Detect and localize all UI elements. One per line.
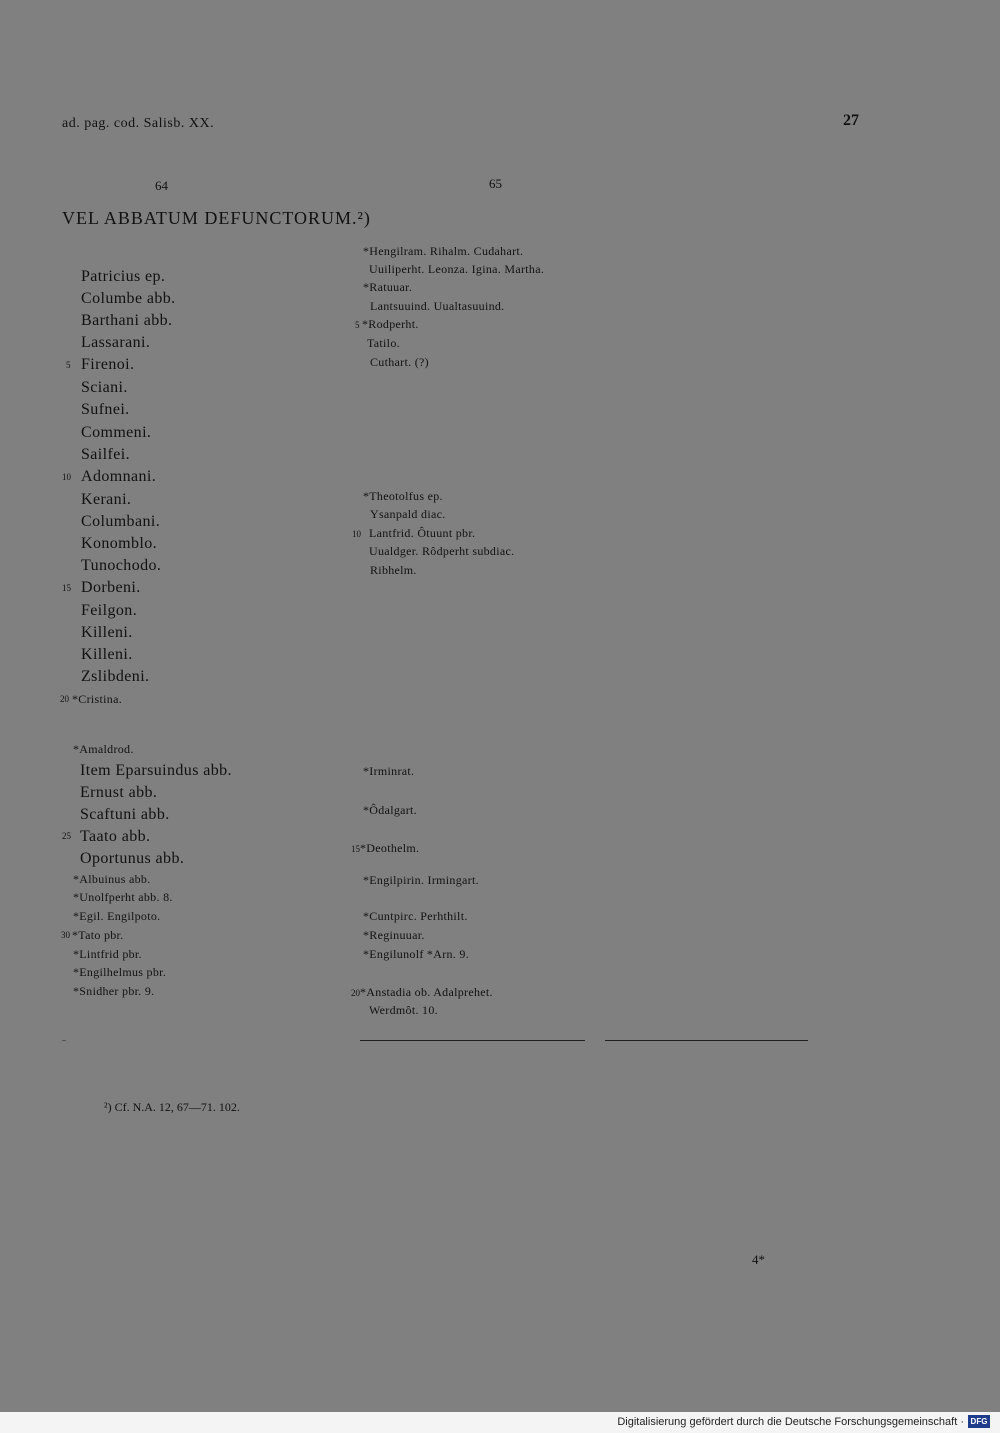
footer-bar bbox=[0, 1412, 1000, 1433]
line-number: 5 bbox=[66, 360, 71, 370]
entry-left: *Snidher pbr. 9. bbox=[73, 984, 155, 998]
line-number: 20 bbox=[60, 694, 69, 704]
line-number: 25 bbox=[62, 831, 71, 841]
entry-left: Zslibdeni. bbox=[81, 668, 150, 685]
entry-left: Taato abb. bbox=[80, 828, 151, 845]
entry-left: *Albuinus abb. bbox=[73, 872, 151, 886]
entry-left: Ernust abb. bbox=[80, 784, 158, 801]
entry-right: *Ratuuar. bbox=[363, 280, 413, 294]
entry-left: Patricius ep. bbox=[81, 268, 166, 285]
entry-left: Konomblo. bbox=[81, 535, 158, 552]
column-number-left: 64 bbox=[155, 178, 168, 193]
entry-left: Feilgon. bbox=[81, 602, 138, 619]
line-number: 15 bbox=[351, 844, 360, 854]
entry-right: *Engilunolf *Arn. 9. bbox=[363, 947, 469, 961]
entry-right: *Anstadia ob. Adalprehet. bbox=[360, 985, 493, 999]
entry-right: Uuiliperht. Leonza. Igina. Martha. bbox=[369, 262, 545, 276]
entry-left: Oportunus abb. bbox=[80, 850, 185, 867]
entry-right: *Theotolfus ep. bbox=[363, 489, 443, 503]
entry-right: Tatilo. bbox=[367, 336, 400, 350]
entry-left: Firenoi. bbox=[81, 356, 135, 373]
entry-right: *Rodperht. bbox=[362, 317, 419, 331]
entry-left: Dorbeni. bbox=[81, 579, 141, 596]
entry-left: Scaftuni abb. bbox=[80, 806, 170, 823]
entry-left: Killeni. bbox=[81, 624, 133, 641]
line-number: 30 bbox=[61, 930, 70, 940]
entry-right: Lantsuuind. Uualtasuuind. bbox=[370, 299, 505, 313]
running-header: ad. pag. cod. Salisb. XX. bbox=[62, 116, 215, 131]
entry-right: *Deothelm. bbox=[360, 841, 420, 855]
rule-right-2 bbox=[605, 1040, 808, 1041]
rule-left-mark bbox=[62, 1040, 66, 1041]
entry-right: Cuthart. (?) bbox=[370, 355, 429, 369]
entry-right: Ysanpald diac. bbox=[370, 507, 446, 521]
entry-left: Barthani abb. bbox=[81, 312, 173, 329]
entry-right: Werdmôt. 10. bbox=[369, 1003, 438, 1017]
entry-left: *Lintfrid pbr. bbox=[73, 947, 142, 961]
entry-right: Ribhelm. bbox=[370, 563, 417, 577]
entry-left: Lassarani. bbox=[81, 334, 151, 351]
entry-left: Sailfei. bbox=[81, 446, 130, 463]
entry-right: *Ôdalgart. bbox=[363, 803, 417, 817]
line-number: 15 bbox=[62, 583, 71, 593]
entry-right: *Hengilram. Rihalm. Cudahart. bbox=[363, 244, 524, 258]
entry-right: *Engilpirin. Irmingart. bbox=[363, 873, 479, 887]
line-number: 5 bbox=[355, 320, 360, 330]
entry-right: *Reginuuar. bbox=[363, 928, 425, 942]
entry-right: Lantfrid. Ôtuunt pbr. bbox=[369, 526, 476, 540]
column-number-right: 65 bbox=[489, 176, 502, 191]
entry-left: *Engilhelmus pbr. bbox=[73, 965, 167, 979]
entry-left: Columbe abb. bbox=[81, 290, 176, 307]
page-number: 27 bbox=[843, 112, 859, 129]
footer-text: Digitalisierung gefördert durch die Deutsche Forschungsgemeinschaft · bbox=[617, 1416, 964, 1428]
entry-left: Item Eparsuindus abb. bbox=[80, 762, 232, 779]
entry-left: *Tato pbr. bbox=[72, 928, 124, 942]
entry-left: *Egil. Engilpoto. bbox=[73, 909, 161, 923]
line-number: 10 bbox=[352, 529, 361, 539]
entry-left: Columbani. bbox=[81, 513, 161, 530]
entry-left: Kerani. bbox=[81, 491, 132, 508]
line-number: 10 bbox=[62, 472, 71, 482]
dfg-logo: DFG bbox=[968, 1415, 990, 1428]
line-number: 20 bbox=[351, 988, 360, 998]
footnote: ²) Cf. N.A. 12, 67—71. 102. bbox=[104, 1100, 240, 1114]
page-title: VEL ABBATUM DEFUNCTORUM.²) bbox=[62, 208, 371, 228]
rule-right-1 bbox=[360, 1040, 585, 1041]
entry-left: Sufnei. bbox=[81, 401, 130, 418]
entry-left: Tunochodo. bbox=[81, 557, 162, 574]
entry-right: Uualdger. Rôdperht subdiac. bbox=[369, 544, 515, 558]
entry-left: Killeni. bbox=[81, 646, 133, 663]
entry-left: *Amaldrod. bbox=[73, 742, 134, 756]
entry-left: *Unolfperht abb. 8. bbox=[73, 890, 173, 904]
entry-right: *Cuntpirc. Perhthilt. bbox=[363, 909, 468, 923]
entry-left: Sciani. bbox=[81, 379, 128, 396]
entry-right: *Irminrat. bbox=[363, 764, 415, 778]
entry-left: *Cristina. bbox=[72, 692, 122, 706]
entry-left: Adomnani. bbox=[81, 468, 157, 485]
signature-mark: 4* bbox=[752, 1252, 765, 1267]
entry-left: Commeni. bbox=[81, 424, 152, 441]
